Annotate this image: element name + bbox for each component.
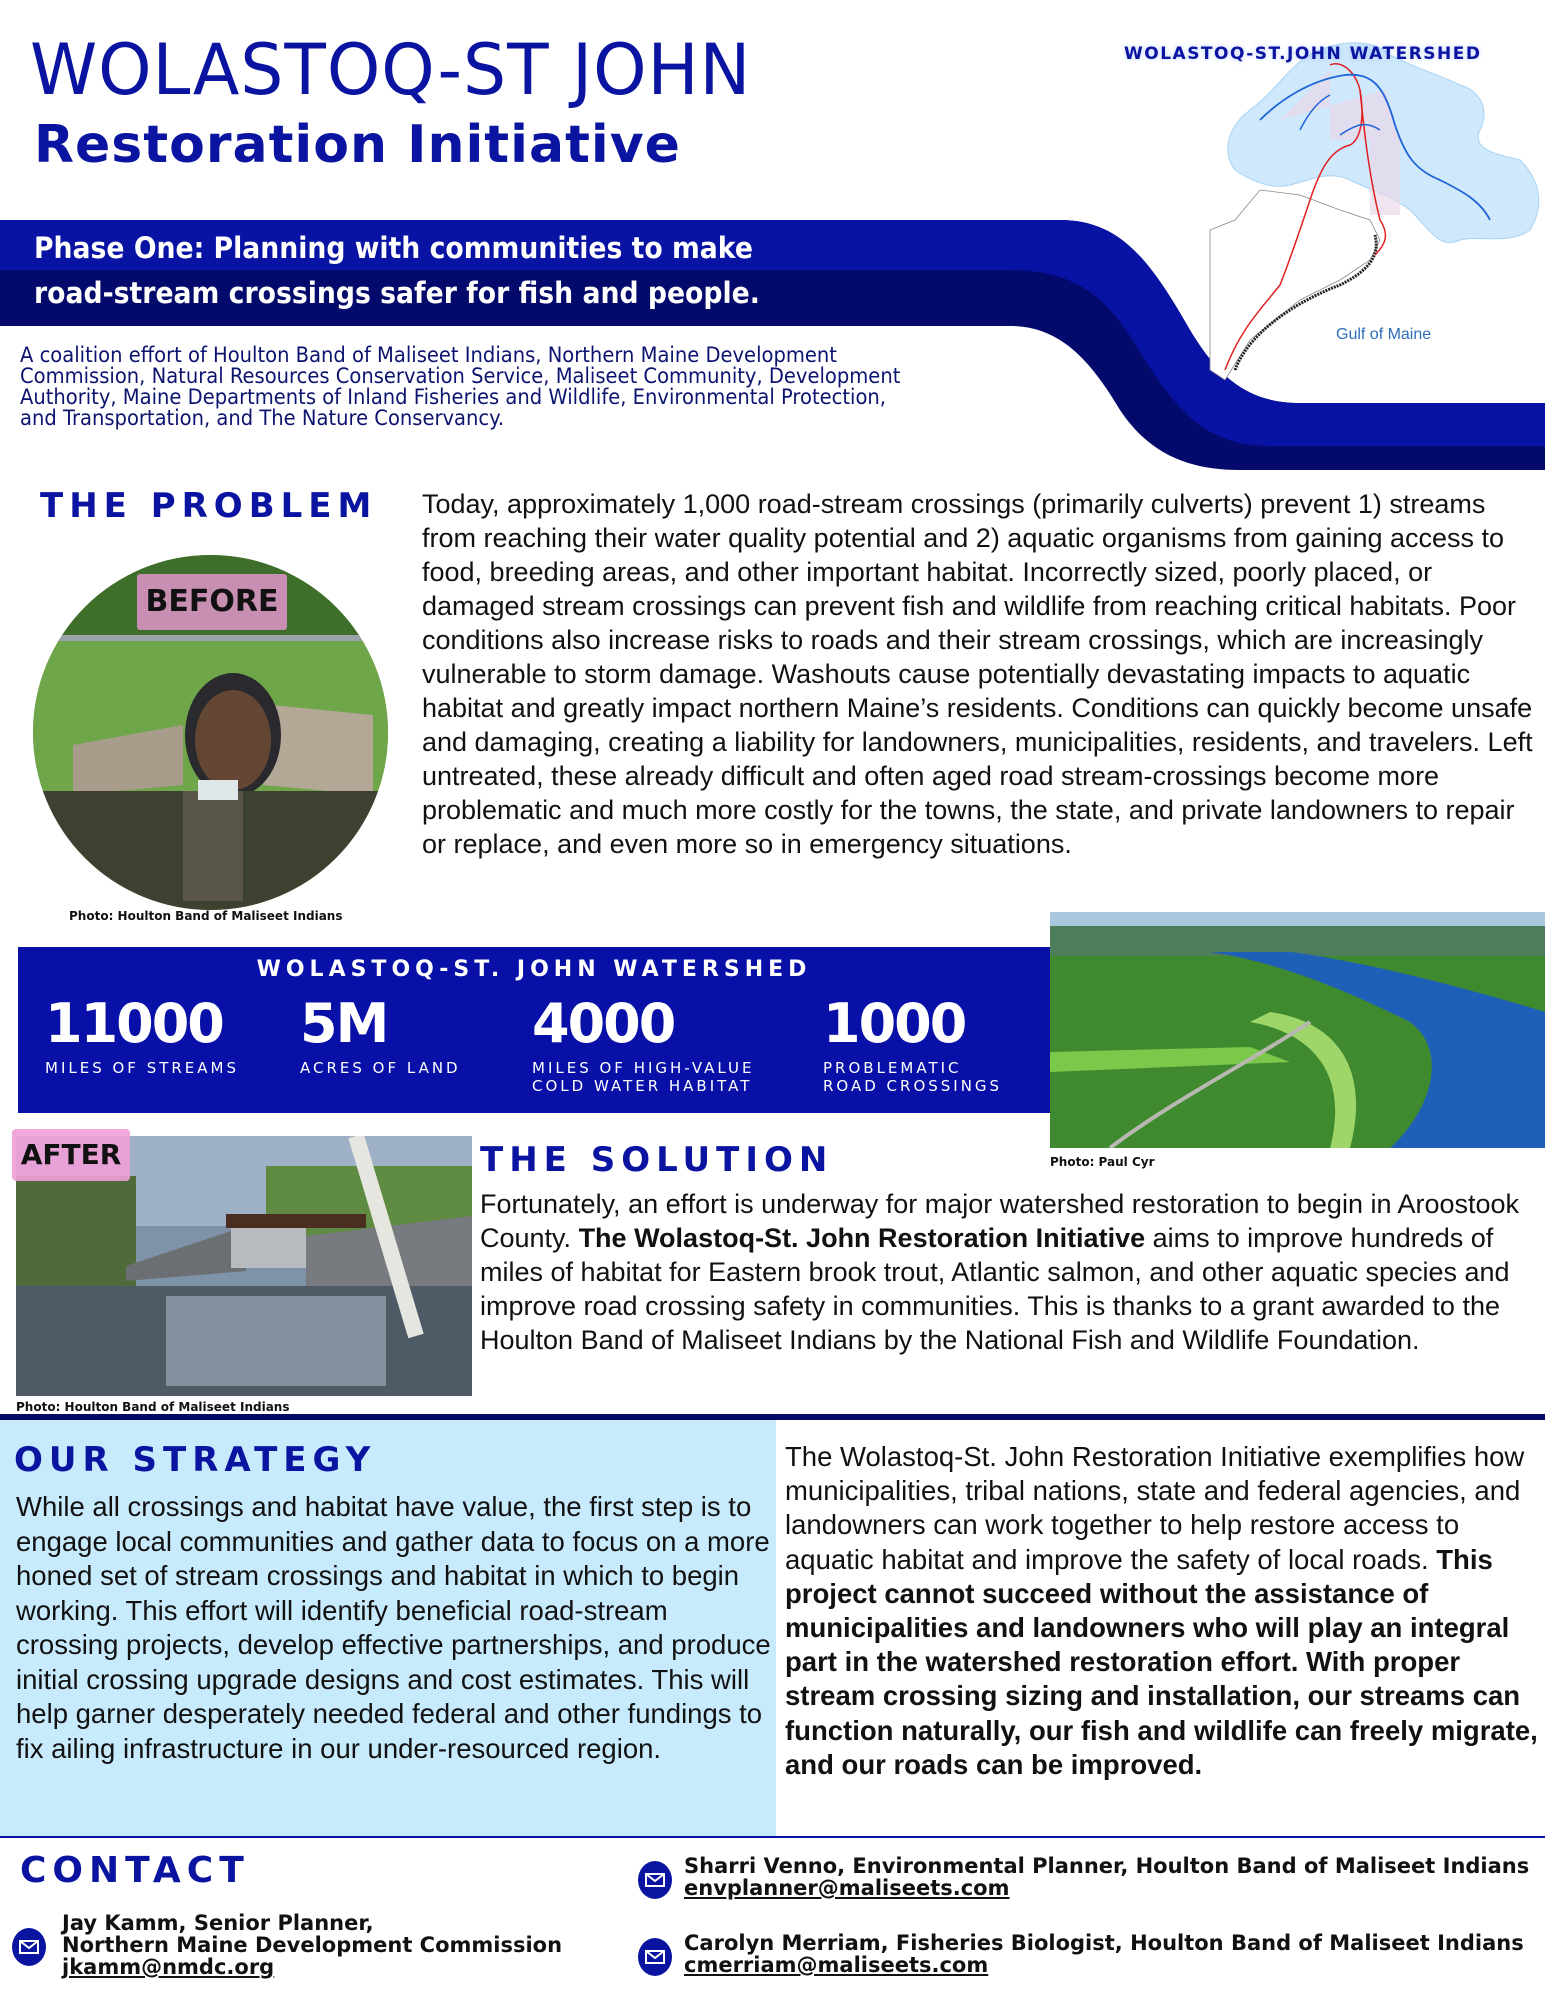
river-aerial-photo	[1050, 912, 1545, 1148]
coalition-text: A coalition effort of Houlton Band of Maliseet Indians, Northern Maine Development Commission, Natural Resources Conservation Service, Maliseet Community, Development Authority, Maine Departments of Inland Fisheries and Wildlife, Environmental Protection, and Transportation, and The Nature Conservancy.	[20, 343, 901, 430]
stat-cold-water-habitat	[532, 991, 754, 1095]
stat-label: MILES OF HIGH-VALUE	[532, 1059, 755, 1077]
contact-name-title: Sharri Venno, Environmental Planner, Houlton Band of Maliseet Indians	[684, 1854, 1530, 1878]
photo-credit-before: Photo: Houlton Band of Maliseet Indians	[69, 909, 343, 923]
stat-label: ACRES OF LAND	[300, 1059, 461, 1077]
stat-label-2: ROAD CROSSINGS	[823, 1077, 1003, 1095]
solution-text-bold: The Wolastoq-St. John Restoration Initiative	[578, 1223, 1146, 1253]
collaboration-text-bold: This project cannot succeed without the assistance of municipalities and landowners who will play an integral part in the watershed restoration effort. With proper stream crossing sizing and installation, our streams can function naturally, our fish and wildlife can freely migrate, and our roads can be improved.	[785, 1543, 1538, 1780]
phase-line-1: Phase One: Planning with communities to make	[34, 231, 753, 265]
solution-text	[480, 1187, 1540, 1357]
problem-heading: THE PROBLEM	[40, 486, 378, 526]
contact-details	[62, 1912, 562, 1978]
stat-value: 1000	[823, 992, 966, 1055]
contact-details	[684, 1855, 1529, 1899]
contact-heading: CONTACT	[20, 1850, 250, 1891]
stat-value: 5M	[300, 992, 388, 1055]
stat-label: MILES OF STREAMS	[45, 1059, 240, 1077]
photo-credit-river: Photo: Paul Cyr	[1050, 1155, 1155, 1169]
photo-credit-after: Photo: Houlton Band of Maliseet Indians	[16, 1400, 290, 1414]
contact-organization: Northern Maine Development Commission	[62, 1933, 563, 1957]
stat-label-2: COLD WATER HABITAT	[532, 1077, 753, 1095]
map-title: WOLASTOQ-ST.JOHN WATERSHED	[1124, 44, 1482, 64]
page-subtitle: Restoration Initiative	[34, 115, 681, 175]
contact-name-title: Carolyn Merriam, Fisheries Biologist, Houlton Band of Maliseet Indians	[684, 1931, 1524, 1955]
before-tag: BEFORE	[137, 574, 287, 630]
mail-icon	[12, 1928, 46, 1966]
stat-problem-crossings	[823, 991, 1002, 1095]
contact-jay-kamm	[12, 1912, 562, 1978]
after-tag: AFTER	[12, 1129, 130, 1181]
contact-details	[684, 1932, 1524, 1976]
solution-heading: THE SOLUTION	[480, 1140, 834, 1180]
contact-sharri-venno	[638, 1855, 1529, 1899]
collaboration-text-regular: The Wolastoq-St. John Restoration Initiative exemplifies how municipalities, tribal nations, state and federal agencies, and landowners can work together to help restore access to aquatic habitat and improve the safety of local roads.	[785, 1441, 1525, 1575]
phase-banner-text	[34, 226, 760, 316]
collaboration-text	[785, 1440, 1545, 1782]
map-label-gulf: Gulf of Maine	[1336, 326, 1432, 343]
stat-label: PROBLEMATIC	[823, 1059, 962, 1077]
stat-value: 4000	[532, 992, 675, 1055]
stat-miles-streams	[45, 991, 239, 1077]
page-title: WOLASTOQ-ST JOHN	[30, 29, 752, 111]
mail-icon	[638, 1938, 672, 1976]
strategy-text: While all crossings and habitat have value, the first step is to engage local communities and gather data to focus on a more honed set of stream crossings and habitat in which to begin working. This effort will identify beneficial road-stream crossing projects, develop effective partnerships, and produce initial crossing upgrade designs and cost estimates. This will help garner desperately needed federal and other fundings to fix ailing infrastructure in our under-resourced region.	[16, 1491, 771, 1764]
strategy-heading: OUR STRATEGY	[14, 1440, 377, 1480]
solution-text-regular: Fortunately, an effort is underway for major watershed restoration to begin in Aroostook County.	[480, 1189, 1520, 1253]
contact-email-link[interactable]: jkamm@nmdc.org	[62, 1955, 275, 1979]
solution-text-regular-2: aims to improve hundreds of miles of habitat for Eastern brook trout, Atlantic salmon, and other aquatic species and improve road crossing safety in communities. This is thanks to a grant awarded to the Houlton Band of Maliseet Indians by the National Fish and Wildlife Foundation.	[480, 1223, 1510, 1355]
contact-carolyn-merriam	[638, 1932, 1524, 1976]
watershed-map	[1180, 30, 1545, 400]
phase-line-2: road-stream crossings safer for fish and people.	[34, 276, 760, 310]
watershed-stats-band	[18, 947, 1050, 1113]
stat-value: 11000	[45, 992, 223, 1055]
contact-email-link[interactable]: envplanner@maliseets.com	[684, 1876, 1010, 1900]
contact-divider	[0, 1836, 1545, 1838]
contact-email-link[interactable]: cmerriam@maliseets.com	[684, 1953, 989, 1977]
mail-icon	[638, 1861, 672, 1899]
stats-title: WOLASTOQ-ST. JOHN WATERSHED	[256, 957, 812, 982]
contact-name-title: Jay Kamm, Senior Planner,	[62, 1911, 374, 1935]
stat-acres-land	[300, 991, 461, 1077]
problem-text: Today, approximately 1,000 road-stream crossings (primarily culverts) prevent 1) streams from reaching their water quality potential and 2) aquatic organisms from gaining access to food, breeding areas, and other important habitat. Incorrectly sized, poorly placed, or damaged stream crossings can prevent fish and wildlife from reaching critical habitats. Poor conditions also increase risks to roads and their stream crossings, which are increasingly vulnerable to storm damage. Washouts cause potentially devastating impacts to aquatic habitat and greatly impact northern Maine’s residents. Conditions can quickly become unsafe and damaging, creating a liability for landowners, municipalities, residents, and travelers. Left untreated, these already difficult and often aged road stream-crossings become more problematic and much more costly for the towns, the state, and private landowners to repair or replace, and even more so in emergency situations.	[422, 489, 1533, 859]
